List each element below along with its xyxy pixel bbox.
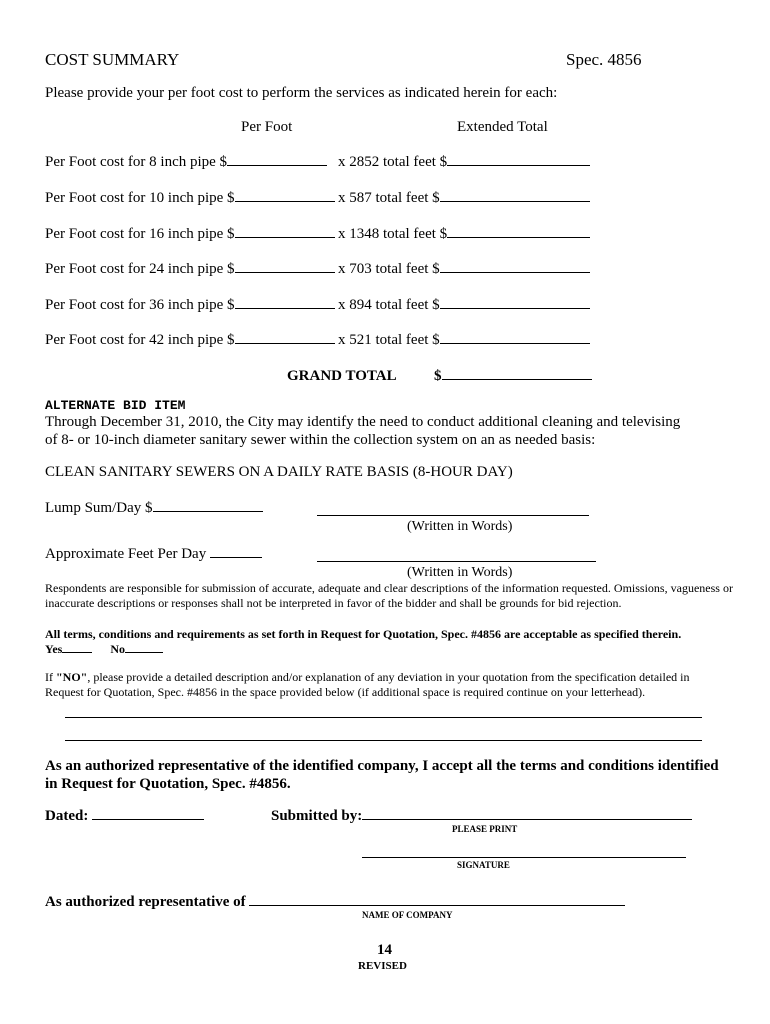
grand-total-label: GRAND TOTAL [287, 368, 397, 384]
authorization-line2: in Request for Quotation, Spec. #4856. [45, 776, 291, 792]
extended-total-blank[interactable] [440, 271, 590, 273]
cost-row-label: Per Foot cost for 8 inch pipe $ [45, 154, 327, 171]
authorization-line1: As an authorized representative of the identified company, I accept all the terms and conditions identified [45, 758, 719, 774]
revised-label: REVISED [358, 960, 407, 972]
explanation-line[interactable] [65, 740, 702, 741]
lump-sum-blank[interactable] [153, 510, 263, 512]
respondents-note: Respondents are responsible for submission of accurate, adequate and clear descriptions of the information requested. Omissions, vagueness or inaccurate descriptions or responses shall not be interpreted in favor of the bidder and shall be grounds for bid rejection. [45, 581, 733, 610]
yes-no-field: Yes No [45, 642, 163, 657]
lump-sum-field: Lump Sum/Day $ [45, 500, 263, 517]
cost-row-label: Per Foot cost for 42 inch pipe $ [45, 332, 335, 349]
company-name-blank[interactable] [249, 904, 625, 906]
cost-row-label: Per Foot cost for 24 inch pipe $ [45, 261, 335, 278]
cost-row-total: x 2852 total feet $ [338, 154, 590, 171]
approx-feet-field: Approximate Feet Per Day [45, 546, 262, 563]
spec-number: Spec. 4856 [566, 50, 642, 69]
cost-row-total: x 703 total feet $ [338, 261, 590, 278]
column-extended-total: Extended Total [457, 119, 548, 135]
per-foot-blank[interactable] [235, 200, 335, 202]
cost-row-total: x 894 total feet $ [338, 297, 590, 314]
dated-blank[interactable] [92, 818, 204, 820]
grand-total-blank[interactable] [442, 378, 592, 380]
per-foot-blank[interactable] [235, 236, 335, 238]
per-foot-blank[interactable] [235, 307, 335, 309]
extended-total-blank[interactable] [447, 164, 590, 166]
submitted-by-field: Submitted by: [271, 808, 692, 825]
approx-feet-blank[interactable] [210, 556, 262, 558]
cost-row-total: x 1348 total feet $ [338, 226, 590, 243]
rep-of-field: As authorized representative of [45, 894, 625, 911]
no-blank[interactable] [125, 651, 163, 653]
explanation-line[interactable] [65, 717, 702, 718]
alternate-text-line2: of 8- or 10-inch diameter sanitary sewer within the collection system on an as needed basis: [45, 432, 596, 448]
if-no-line1: If "NO", please provide a detailed description and/or explanation of any deviation in your quotation from the specification detailed in [45, 670, 690, 684]
cost-row-label: Per Foot cost for 16 inch pipe $ [45, 226, 335, 243]
dated-field: Dated: [45, 808, 204, 825]
submitted-by-blank[interactable] [362, 818, 692, 820]
company-label: NAME OF COMPANY [362, 910, 453, 920]
alternate-text-line1: Through December 31, 2010, the City may identify the need to conduct additional cleaning and televising [45, 414, 681, 430]
per-foot-blank[interactable] [235, 342, 335, 344]
per-foot-blank[interactable] [235, 271, 335, 273]
extended-total-blank[interactable] [447, 236, 590, 238]
if-no-line2: Request for Quotation, Spec. #4856 in the space provided below (if additional space is required continue on your letterhead). [45, 685, 646, 699]
column-per-foot: Per Foot [241, 119, 293, 135]
daily-rate-heading: CLEAN SANITARY SEWERS ON A DAILY RATE BASIS (8-HOUR DAY) [45, 464, 513, 480]
signature-line[interactable] [362, 857, 686, 858]
cost-row-label: Per Foot cost for 10 inch pipe $ [45, 190, 335, 207]
please-print-label: PLEASE PRINT [452, 824, 518, 834]
lump-sum-words-line[interactable] [317, 515, 589, 516]
per-foot-blank[interactable] [227, 164, 327, 166]
extended-total-blank[interactable] [440, 342, 590, 344]
cost-row-label: Per Foot cost for 36 inch pipe $ [45, 297, 335, 314]
intro-text: Please provide your per foot cost to perform the services as indicated herein for each: [45, 85, 558, 101]
signature-label: SIGNATURE [457, 860, 510, 870]
alternate-heading: ALTERNATE BID ITEM [45, 398, 186, 413]
cost-row-total: x 587 total feet $ [338, 190, 590, 207]
approx-feet-words-line[interactable] [317, 561, 596, 562]
cost-row-total: x 521 total feet $ [338, 332, 590, 349]
page-title: COST SUMMARY [45, 50, 180, 69]
extended-total-blank[interactable] [440, 307, 590, 309]
grand-total-field: $ [434, 368, 592, 385]
yes-blank[interactable] [62, 651, 92, 653]
written-in-words-label: (Written in Words) [407, 519, 513, 534]
extended-total-blank[interactable] [440, 200, 590, 202]
page-number: 14 [377, 942, 392, 958]
terms-statement: All terms, conditions and requirements as set forth in Request for Quotation, Spec. #4856 are acceptable as specified therein. [45, 627, 682, 641]
written-in-words-label: (Written in Words) [407, 565, 513, 580]
